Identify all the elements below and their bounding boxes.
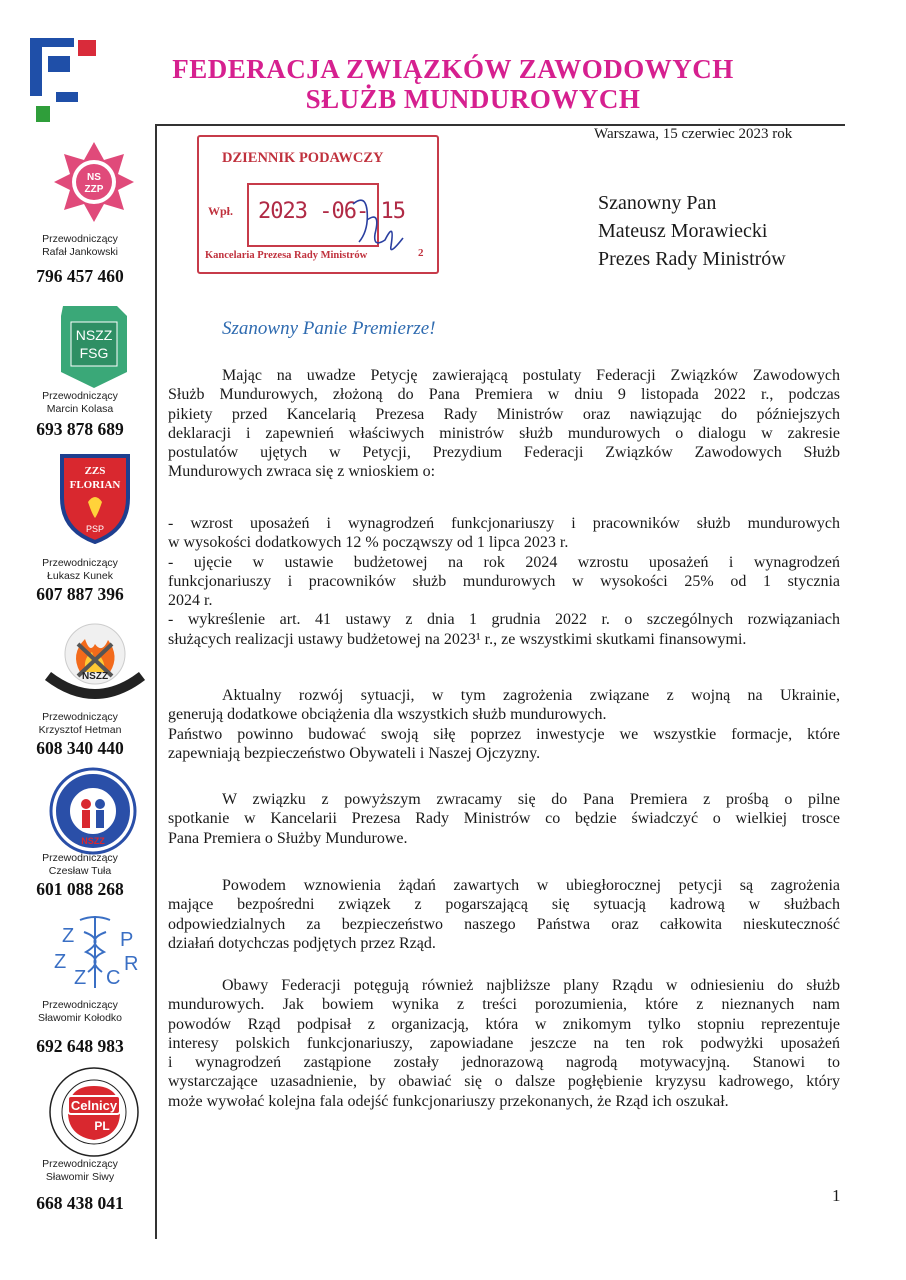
svg-text:ZZS: ZZS xyxy=(84,465,106,477)
sidebar-role: Przewodniczący xyxy=(42,711,118,723)
text-line: mundurowych. Jak bowiem wynika z treści porozumienia, które z nieznanych nam xyxy=(168,996,840,1014)
text-line: interesy polskich funkcjonariuszy, zapowiadane jeszcze na ten rok podwyżki uposażeń xyxy=(168,1034,840,1052)
svg-text:P: P xyxy=(120,929,134,951)
text-line: spotkanie w Kancelarii Prezesa Rady Ministrów co będzie świadczyć o wielkiej trosce xyxy=(168,810,840,828)
sidebar-name: Czesław Tuła xyxy=(48,865,112,877)
paragraph-demands xyxy=(168,514,840,649)
stamp-date: 2023 -06- 15 xyxy=(258,199,405,224)
svg-text:PSP: PSP xyxy=(85,524,105,534)
text-line: - wzrost uposażeń i wynagrodzeń funkcjonariuszy i pracowników służb mundurowych xyxy=(168,515,840,532)
text-line: i wynagrodzeń zastąpione zostały jednorazową nagrodą motywacyjną. Stanowi to xyxy=(168,1054,840,1072)
svg-text:Z: Z xyxy=(54,951,67,973)
paragraph-4 xyxy=(168,790,840,848)
nszzp-badge-icon xyxy=(52,140,136,224)
nszz-wieziennictwa-icon xyxy=(48,766,138,856)
paragraph-3 xyxy=(168,686,840,763)
zzprc-caduceus-icon xyxy=(40,912,150,992)
text-line: generują dodatkowe obciążenia dla wszystkich służb mundurowych. xyxy=(168,706,607,724)
text-line: Mundurowych zwraca się z wnioskiem o: xyxy=(168,463,436,481)
svg-text:Celnicy: Celnicy xyxy=(70,1098,118,1113)
sidebar-role: Przewodniczący xyxy=(42,852,118,864)
svg-text:PL: PL xyxy=(94,1119,110,1133)
recipient-line: Mateusz Morawiecki xyxy=(598,220,768,242)
federation-title-line1: FEDERACJA ZWIĄZKÓW ZAWODOWYCH xyxy=(172,54,734,84)
salutation: Szanowny Panie Premierze! xyxy=(222,318,436,339)
svg-text:ZZP: ZZP xyxy=(84,184,104,195)
text-line: funkcjonariuszy i pracowników służb mundurowych w wysokości 25% od 1 stycznia xyxy=(168,572,840,590)
text-line: - wykreślenie art. 41 ustawy z dnia 1 grudnia 2022 r. o szczególnych rozwiązaniach xyxy=(168,611,840,629)
text-line: w wysokości dodatkowych 12 % począwszy od 1 lipca 2023 r. xyxy=(168,534,569,552)
sidebar-name: Sławomir Siwy xyxy=(45,1171,115,1183)
sidebar-phone: 692 648 983 xyxy=(36,1036,124,1056)
paragraph-6 xyxy=(168,976,840,1111)
text-line: odpowiedzialnych za bezpieczeństwo naszego Państwa oraz całkowita nieskuteczność xyxy=(168,915,840,933)
recipient-line: Prezes Rady Ministrów xyxy=(598,248,786,270)
zzs-florian-shield-icon xyxy=(58,452,132,544)
svg-text:Z: Z xyxy=(74,967,87,989)
svg-text:Z: Z xyxy=(62,925,75,947)
sidebar-role: Przewodniczący xyxy=(42,1158,118,1170)
sidebar-phone: 601 088 268 xyxy=(36,879,124,899)
svg-text:C: C xyxy=(106,967,121,989)
sidebar-role: Przewodniczący xyxy=(42,557,118,569)
stamp-number: 2 xyxy=(418,247,424,259)
stamp-footer: Kancelaria Prezesa Rady Ministrów xyxy=(205,250,368,261)
sidebar-phone: 796 457 460 xyxy=(36,266,124,286)
text-line: może wywołać kolejna fala odejść funkcjonariuszy przekonanych, że Rząd ich oszukał. xyxy=(168,1092,729,1110)
fsg-logo-text-1: NSZZ xyxy=(75,327,113,343)
sidebar-phone: 668 438 041 xyxy=(36,1193,124,1213)
handwritten-initials-icon xyxy=(345,190,415,260)
svg-text:R: R xyxy=(124,953,139,975)
text-line: Obawy Federacji potęgują również najbliższe plany Rządu w odniesieniu do służb xyxy=(222,977,840,994)
fsg-logo-text-2: FSG xyxy=(79,345,109,361)
sidebar-name: Krzysztof Hetman xyxy=(38,724,122,736)
text-line: Aktualny rozwój sytuacji, w tym zagrożenia związane z wojną na Ukrainie, xyxy=(222,687,840,704)
paragraph-5 xyxy=(168,876,840,953)
svg-text:FLORIAN: FLORIAN xyxy=(69,479,121,491)
text-line: służących realizacji ustawy budżetowej na 2023¹ r., ze wszystkimi skutkami finansowymi. xyxy=(168,630,747,648)
text-line: Powodem wznowienia żądań zawartych w ubiegłorocznej petycji są zagrożenia xyxy=(222,877,840,894)
sidebar-role: Przewodniczący xyxy=(42,390,118,402)
sidebar-phone: 607 887 396 xyxy=(36,584,124,604)
svg-text:NS: NS xyxy=(87,172,101,183)
text-line: W związku z powyższym zwracamy się do Pana Premiera z prośbą o pilne xyxy=(222,791,840,808)
sidebar-phone: 608 340 440 xyxy=(36,738,124,758)
nszz-pracownikow-pozarnictwa-icon xyxy=(40,614,150,706)
sidebar-name: Łukasz Kunek xyxy=(47,570,113,582)
celnicy-pl-icon xyxy=(46,1064,142,1160)
sidebar-divider xyxy=(155,124,157,1239)
sidebar-name: Rafał Jankowski xyxy=(42,246,118,258)
sidebar-phone: 693 878 689 xyxy=(36,419,124,439)
text-line: zapewniają bezpieczeństwo Obywateli i Naszej Ojczyzny. xyxy=(168,744,541,762)
svg-text:NSZZ: NSZZ xyxy=(81,836,105,846)
page-number: 1 xyxy=(832,1186,841,1205)
text-line: wystarczające uzasadnienie, by obawiać się o dalsze pogłębienie kryzysu kadrowego, który xyxy=(168,1073,840,1091)
svg-text:NSZZ: NSZZ xyxy=(81,671,109,682)
sidebar-role: Przewodniczący xyxy=(42,999,118,1011)
sidebar-name: Sławomir Kołodko xyxy=(37,1012,123,1024)
text-line: mające bezpośredni związek z pogarszającą się sytuacją kadrową w służbach xyxy=(168,896,840,914)
text-line: Pana Premiera o Służby Mundurowe. xyxy=(168,829,408,847)
text-line: działań dotychczas podjętych przez Rząd. xyxy=(168,934,436,952)
stamp-title: DZIENNIK PODAWCZY xyxy=(222,150,384,166)
text-line: Służb Mundurowych, złożoną do Pana Premiera w dniu 9 listopada 2022 r., podczas xyxy=(168,386,840,404)
stamp-label: Wpł. xyxy=(208,204,234,218)
federation-title-line2: SŁUŻB MUNDUROWYCH xyxy=(305,84,641,114)
place-date: Warszawa, 15 czerwiec 2023 rok xyxy=(594,126,793,142)
sidebar-name: Marcin Kolasa xyxy=(46,403,114,415)
text-line: Państwo powinno budować swoją siłę poprzez inwestycje we wszystkie formacje, które xyxy=(168,725,840,743)
nszz-fsg-shield-icon xyxy=(57,302,131,390)
sidebar-role: Przewodniczący xyxy=(42,233,118,245)
text-line: 2024 r. xyxy=(168,592,213,610)
paragraph-1 xyxy=(168,366,840,482)
text-line: Mając na uwadze Petycję zawierającą postulaty Federacji Związków Zawodowych xyxy=(222,367,840,384)
text-line: postulatów ujętych w Petycji, Prezydium Federacji Związków Zawodowych Służb xyxy=(168,444,840,462)
text-line: powodów Rząd podpisał z organizacją, która w znikomym tylko stopniu reprezentuje xyxy=(168,1015,840,1033)
text-line: - ujęcie w ustawie budżetowej na rok 2024 wzrostu uposażeń i wynagrodzeń xyxy=(168,553,840,571)
text-line: pikiety przed Kancelarią Prezesa Rady Ministrów oraz nawiązując do późniejszych xyxy=(168,405,840,423)
recipient-line: Szanowny Pan xyxy=(598,192,717,214)
text-line: deklaracji i zapewnień właściwych ministrów służb mundurowych o dialogu w zakresie xyxy=(168,424,840,442)
